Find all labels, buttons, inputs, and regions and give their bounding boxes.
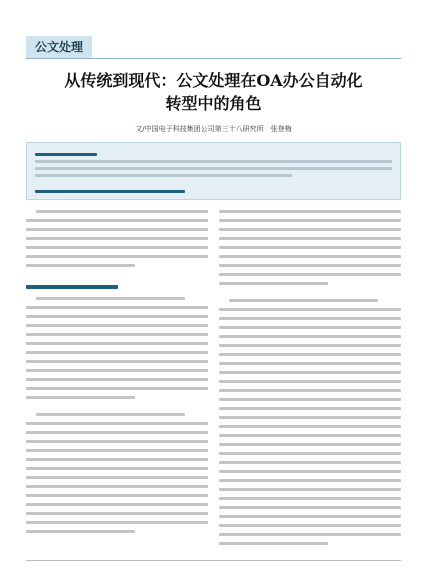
- text-line-placeholder: [219, 335, 401, 338]
- text-line-placeholder: [219, 371, 401, 374]
- text-line-placeholder: [219, 362, 401, 365]
- text-line-placeholder: [26, 512, 208, 515]
- abstract-label-placeholder: [35, 153, 97, 156]
- abstract-box: [26, 142, 401, 200]
- header-rule: [26, 58, 401, 59]
- text-line-placeholder: [219, 398, 401, 401]
- text-line-placeholder: [26, 521, 208, 524]
- text-line-placeholder: [219, 479, 401, 482]
- text-line-placeholder: [26, 449, 208, 452]
- text-line-placeholder: [219, 542, 328, 545]
- text-line-placeholder: [26, 396, 135, 399]
- text-line-placeholder: [219, 264, 401, 267]
- text-line-placeholder: [219, 317, 401, 320]
- text-line-placeholder: [26, 458, 208, 461]
- text-line-placeholder: [26, 485, 208, 488]
- text-line-placeholder: [219, 380, 401, 383]
- text-line-placeholder: [26, 228, 208, 231]
- abstract-text-placeholder: [35, 167, 392, 170]
- text-line-placeholder: [26, 440, 208, 443]
- text-line-placeholder: [26, 315, 208, 318]
- text-line-placeholder: [219, 407, 401, 410]
- text-line-placeholder: [26, 431, 208, 434]
- text-line-placeholder: [219, 228, 401, 231]
- text-line-placeholder: [26, 255, 208, 258]
- article-title-line-1: 从传统到现代：公文处理在OA办公自动化: [64, 71, 363, 90]
- abstract-text-placeholder: [35, 160, 392, 163]
- article-title-line-2: 转型中的角色: [165, 94, 262, 113]
- text-line-placeholder: [26, 387, 208, 390]
- text-line-placeholder: [219, 524, 401, 527]
- author-byline: 文/中国电子科技集团公司第三十八研究所 张登梅: [135, 125, 292, 133]
- body-column-left: [26, 210, 208, 551]
- text-line-placeholder: [26, 219, 208, 222]
- text-line-placeholder: [26, 246, 208, 249]
- body-column-right: [219, 210, 401, 551]
- text-line-placeholder: [229, 299, 378, 302]
- text-line-placeholder: [26, 476, 208, 479]
- text-line-placeholder: [219, 470, 401, 473]
- text-line-placeholder: [26, 351, 208, 354]
- text-line-placeholder: [219, 210, 401, 213]
- text-line-placeholder: [36, 413, 185, 416]
- text-line-placeholder: [26, 333, 208, 336]
- text-line-placeholder: [219, 533, 401, 536]
- text-line-placeholder: [219, 443, 401, 446]
- keywords-placeholder: [35, 190, 185, 193]
- text-line-placeholder: [26, 503, 208, 506]
- text-line-placeholder: [219, 461, 401, 464]
- text-line-placeholder: [219, 389, 401, 392]
- body-columns: [26, 210, 401, 551]
- text-line-placeholder: [219, 308, 401, 311]
- text-line-placeholder: [219, 452, 401, 455]
- text-line-placeholder: [219, 515, 401, 518]
- text-line-placeholder: [26, 530, 135, 533]
- text-line-placeholder: [26, 422, 208, 425]
- text-line-placeholder: [219, 497, 401, 500]
- text-line-placeholder: [219, 353, 401, 356]
- text-line-placeholder: [219, 237, 401, 240]
- section-label: 公文处理: [26, 36, 92, 58]
- abstract-text-placeholder: [35, 174, 292, 177]
- text-line-placeholder: [219, 255, 401, 258]
- text-line-placeholder: [36, 210, 208, 213]
- text-line-placeholder: [219, 488, 401, 491]
- text-line-placeholder: [26, 306, 208, 309]
- text-line-placeholder: [26, 342, 208, 345]
- text-line-placeholder: [36, 297, 185, 300]
- text-line-placeholder: [219, 326, 401, 329]
- footer-rule: [26, 560, 401, 561]
- text-line-placeholder: [26, 494, 208, 497]
- text-line-placeholder: [219, 425, 401, 428]
- text-line-placeholder: [26, 378, 208, 381]
- section-heading-placeholder: [26, 285, 118, 289]
- text-line-placeholder: [219, 273, 401, 276]
- text-line-placeholder: [219, 246, 401, 249]
- text-line-placeholder: [219, 506, 401, 509]
- text-line-placeholder: [219, 282, 328, 285]
- text-line-placeholder: [219, 219, 401, 222]
- text-line-placeholder: [219, 416, 401, 419]
- text-line-placeholder: [26, 324, 208, 327]
- text-line-placeholder: [26, 264, 135, 267]
- text-line-placeholder: [26, 467, 208, 470]
- text-line-placeholder: [26, 369, 208, 372]
- text-line-placeholder: [26, 237, 208, 240]
- text-line-placeholder: [26, 360, 208, 363]
- text-line-placeholder: [219, 344, 401, 347]
- text-line-placeholder: [219, 434, 401, 437]
